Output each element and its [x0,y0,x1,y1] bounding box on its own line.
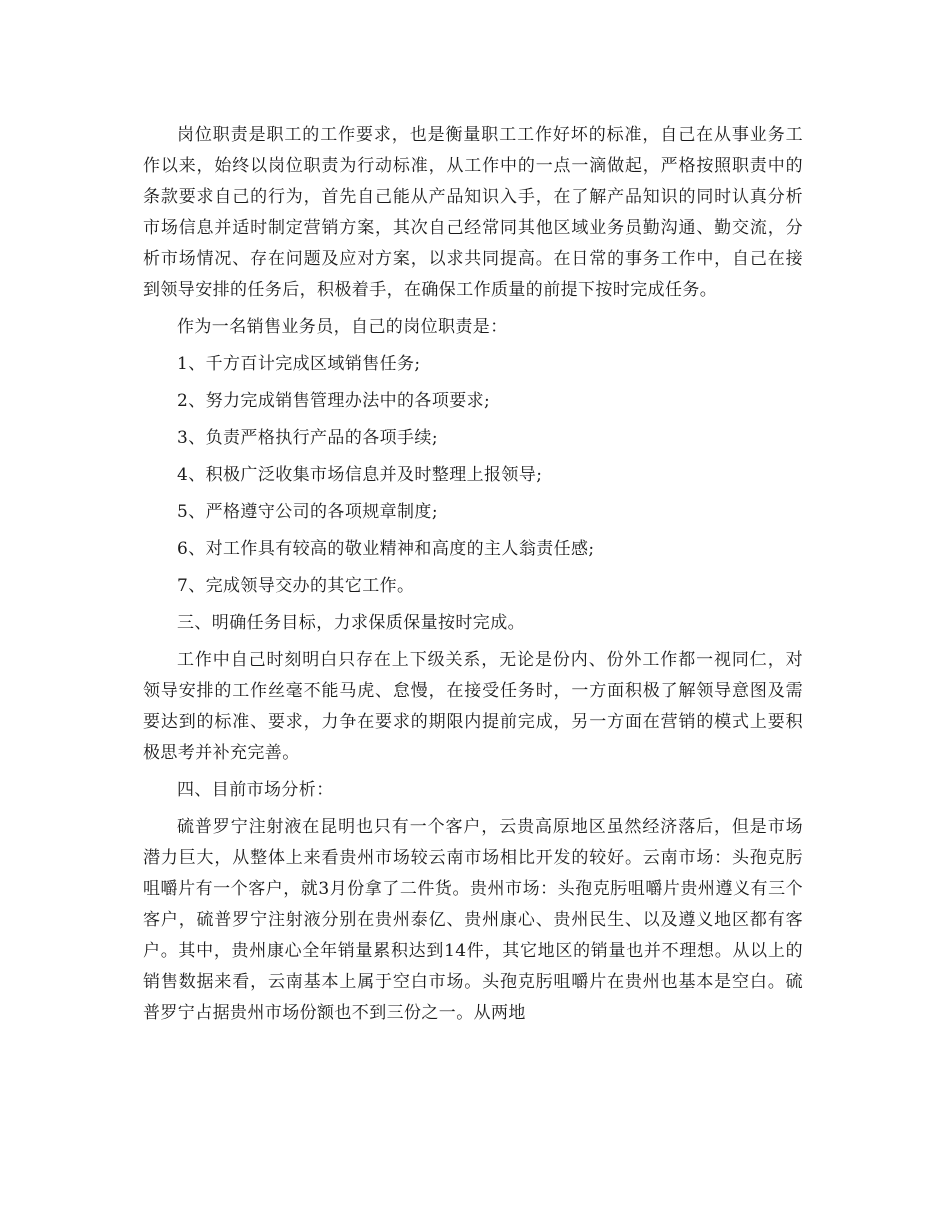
list-item-duty-4: 4、积极广泛收集市场信息并及时整理上报领导; [177,465,543,485]
paragraph-market-analysis: 硫普罗宁注射液在昆明也只有一个客户，云贵高原地区虽然经济落后，但是市场潜力巨大，从整体上来看贵州市场较云南市场相比开发的较好。云南市场：头孢克肟咀嚼片有一个客户，就3月份拿了二件货。贵州市场：头孢克肟咀嚼片贵州遵义有三个客户，硫普罗宁注射液分别在贵州泰亿、贵州康心、贵州民生、以及遵义地区都有客户。其中，贵州康心全年销量累积达到14件，其它地区的销量也并不理想。从以上的销售数据来看，云南基本上属于空白市场。头孢克肟咀嚼片在贵州也基本是空白。硫普罗宁占据贵州市场份额也不到三份之一。从两地 [143,817,803,1023]
section-heading-3: 三、明确任务目标，力求保质保量按时完成。 [177,613,525,633]
list-item-duty-5: 5、严格遵守公司的各项规章制度; [177,502,438,522]
list-item-duty-7: 7、完成领导交办的其它工作。 [177,576,415,596]
section-heading-4: 四、目前市场分析： [177,780,334,800]
paragraph-task-goals: 工作中自己时刻明白只存在上下级关系，无论是份内、份外工作都一视同仁，对领导安排的工作丝毫不能马虎、怠慢，在接受任务时，一方面积极了解领导意图及需要达到的标准、要求，力争在要求的期限内提前完成，另一方面在营销的模式上要积极思考并补充完善。 [143,650,803,763]
list-item-duty-2: 2、努力完成销售管理办法中的各项要求; [177,391,491,411]
list-item-duty-6: 6、对工作具有较高的敬业精神和高度的主人翁责任感; [177,539,595,559]
paragraph-job-duty-intro: 岗位职责是职工的工作要求，也是衡量职工工作好坏的标准，自己在从事业务工作以来，始终以岗位职责为行动标准，从工作中的一点一滴做起，严格按照职责中的条款要求自己的行为，首先自己能从产品知识入手，在了解产品知识的同时认真分析市场信息并适时制定营销方案，其次自己经常同其他区域业务员勤沟通、勤交流，分析市场情况、存在问题及应对方案，以求共同提高。在日常的事务工作中，自己在接到领导安排的任务后，积极着手，在确保工作质量的前提下按时完成任务。 [143,125,803,300]
list-item-duty-3: 3、负责严格执行产品的各项手续; [177,428,438,448]
document-body [143,120,803,1029]
list-item-duty-1: 1、千方百计完成区域销售任务; [177,354,421,374]
paragraph-duty-heading: 作为一名销售业务员，自己的岗位职责是： [177,317,508,337]
